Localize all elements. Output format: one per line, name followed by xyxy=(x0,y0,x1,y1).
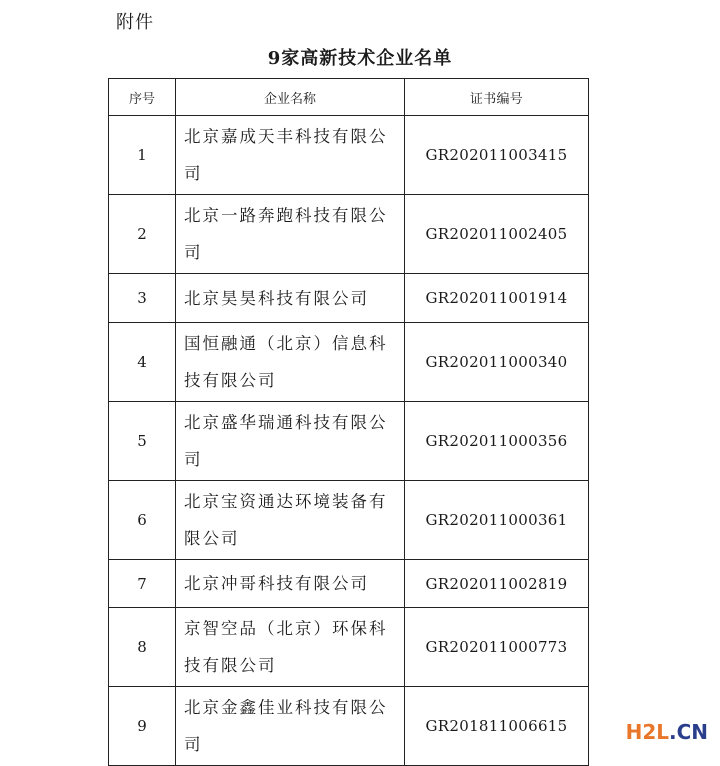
company-name: 京智空品（北京）环保科技有限公司 xyxy=(184,619,388,675)
company-name-cell xyxy=(176,608,405,687)
table-row xyxy=(109,687,589,766)
company-name: 北京昊昊科技有限公司 xyxy=(184,288,369,308)
column-header-certificate-number: 证书编号 xyxy=(405,79,589,116)
certificate-number: GR202011003415 xyxy=(405,116,589,195)
table-body xyxy=(109,116,589,766)
company-name: 国恒融通（北京）信息科技有限公司 xyxy=(184,334,388,390)
document-title: 9家高新技术企业名单 xyxy=(267,48,453,69)
company-name: 北京冲哥科技有限公司 xyxy=(184,574,369,593)
table-row xyxy=(109,116,589,195)
table-row xyxy=(109,481,589,560)
certificate-number: GR202011002819 xyxy=(405,560,589,608)
company-name-cell xyxy=(176,687,405,766)
company-name: 北京嘉成天丰科技有限公司 xyxy=(184,127,388,183)
company-name: 北京盛华瑞通科技有限公司 xyxy=(184,413,388,469)
table-row xyxy=(109,608,589,687)
row-number: 3 xyxy=(109,274,176,323)
row-number: 9 xyxy=(109,687,176,766)
column-header-company-name: 企业名称 xyxy=(176,79,405,116)
row-number: 6 xyxy=(109,481,176,560)
company-name-cell xyxy=(176,195,405,274)
company-name-cell xyxy=(176,274,405,323)
company-name: 北京宝资通达环境装备有限公司 xyxy=(184,492,388,548)
table-row xyxy=(109,195,589,274)
certificate-number: GR202011000361 xyxy=(405,481,589,560)
company-name-cell xyxy=(176,116,405,195)
table-row xyxy=(109,560,589,608)
row-number: 2 xyxy=(109,195,176,274)
company-name-cell xyxy=(176,402,405,481)
certificate-number: GR202011002405 xyxy=(405,195,589,274)
attachment-label: 附件 xyxy=(116,12,154,33)
row-number: 5 xyxy=(109,402,176,481)
table-row xyxy=(109,274,589,323)
certificate-number: GR202011001914 xyxy=(405,274,589,323)
company-name-cell xyxy=(176,560,405,608)
watermark-text-cn: .CN xyxy=(668,720,708,744)
company-name-cell xyxy=(176,323,405,402)
certificate-number: GR202011000773 xyxy=(405,608,589,687)
company-name-cell xyxy=(176,481,405,560)
certificate-number: GR201811006615 xyxy=(405,687,589,766)
row-number: 1 xyxy=(109,116,176,195)
certificate-number: GR202011000340 xyxy=(405,323,589,402)
site-watermark-logo xyxy=(626,720,708,744)
table-header-row xyxy=(109,79,589,116)
company-name: 北京金鑫佳业科技有限公司 xyxy=(184,698,388,754)
table-row xyxy=(109,323,589,402)
row-number: 7 xyxy=(109,560,176,608)
table-row xyxy=(109,402,589,481)
company-name: 北京一路奔跑科技有限公司 xyxy=(184,206,388,262)
row-number: 8 xyxy=(109,608,176,687)
company-table xyxy=(108,78,589,766)
row-number: 4 xyxy=(109,323,176,402)
column-header-number: 序号 xyxy=(109,79,176,116)
watermark-text-h2l: H2L xyxy=(625,720,669,744)
certificate-number: GR202011000356 xyxy=(405,402,589,481)
